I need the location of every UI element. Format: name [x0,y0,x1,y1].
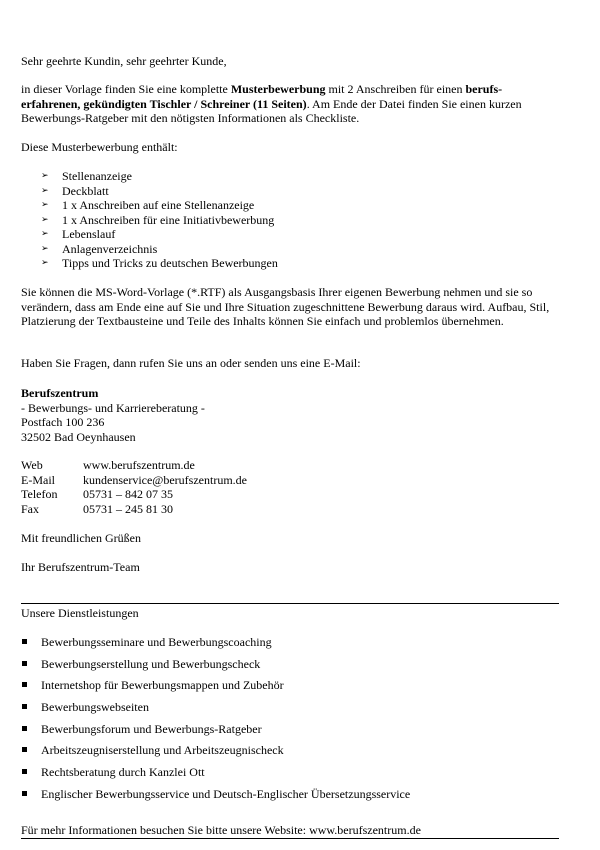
contact-row [21,473,561,488]
contents-item-label: 1 x Anschreiben auf eine Stellenanzeige [62,198,255,212]
contents-item-label: Tipps und Tricks zu deutschen Bewerbungen [62,256,278,270]
service-item-label: Bewerbungswebseiten [41,700,149,715]
contents-item-label: Deckblatt [62,183,109,198]
company-city: 32502 Bad Oeynhausen [21,429,136,444]
service-item-label: Englischer Bewerbungsservice und Deutsch-Englischer Übersetzungsservice [41,786,411,801]
square-bullet-icon [22,726,27,731]
service-item [21,678,561,700]
closing: Mit freundlichen Grüßen [21,531,141,545]
service-item [21,787,561,809]
service-item [21,700,561,722]
service-item-label: Bewerbungsseminare und Bewerbungscoaching [41,635,272,649]
contact-row [21,487,561,502]
contact-value: kundenservice@berufszentrum.de [83,472,247,487]
arrow-bullet-icon: ➢ [41,185,49,196]
intro-text-1: in dieser Vorlage finden Sie eine komplette [21,82,231,96]
contact-label: E-Mail [21,472,55,487]
intro-paragraph [21,82,551,126]
contents-item [21,213,561,228]
contact-value: 05731 – 245 81 30 [83,501,173,516]
contact-block [21,458,561,516]
arrow-bullet-icon: ➢ [41,200,49,210]
square-bullet-icon [22,747,27,752]
service-item [21,765,561,787]
contents-item [21,227,561,242]
contents-item [21,256,561,271]
intro-text-3: . Am Ende der Datei finden Sie einen kurzen Bewerbungs-Ratgeber mit den nötigsten Informationen als Checkliste. [21,96,522,125]
services-list-wrapper [21,635,561,809]
divider-bottom [21,838,559,839]
contents-heading: Diese Musterbewerbung enthält: [21,140,178,154]
service-item-label: Bewerbungsforum und Bewerbungs-Ratgeber [41,721,262,736]
contact-label: Fax [21,501,39,516]
company-name: Berufszentrum [21,386,99,400]
arrow-bullet-icon: ➢ [41,243,49,254]
arrow-bullet-icon: ➢ [41,214,49,225]
services-list [21,635,561,809]
contact-label: Telefon [21,487,58,501]
contents-item-label: Anlagenverzeichnis [62,241,158,256]
contact-row [21,458,561,473]
intro-bold-job: berufs-erfahrenen, gekündigten Tischler / Schreiner (11 Seiten) [21,82,503,111]
intro-text-2: mit 2 Anschreiben für einen [325,82,466,96]
arrow-bullet-icon: ➢ [41,171,49,181]
contents-list [21,169,561,271]
square-bullet-icon [22,704,27,709]
service-item [21,657,561,679]
contents-item [21,242,561,257]
square-bullet-icon [22,791,27,796]
contact-value: www.berufszentrum.de [83,458,195,472]
service-item-label: Rechtsberatung durch Kanzlei Ott [41,765,205,780]
contact-value: 05731 – 842 07 35 [83,487,173,501]
arrow-bullet-icon: ➢ [41,258,49,268]
square-bullet-icon [22,639,27,644]
square-bullet-icon [22,682,27,687]
square-bullet-icon [22,661,27,666]
contents-item-label: Lebenslauf [62,227,116,241]
service-item [21,722,561,744]
company-postbox: Postfach 100 236 [21,415,105,429]
contents-item-label: Stellenanzeige [62,169,132,183]
contents-item [21,198,561,213]
company-tagline: - Bewerbungs- und Karriereberatung - [21,400,205,415]
service-item [21,743,561,765]
intro-bold-musterbewerbung: Musterbewerbung [230,82,326,96]
service-item-label: Arbeitszeugniserstellung und Arbeitszeugnischeck [41,743,284,758]
service-item [21,635,561,657]
contents-item [21,169,561,184]
service-item-label: Internetshop für Bewerbungsmappen und Zubehör [41,678,284,693]
contents-item-label: 1 x Anschreiben für eine Initiativbewerbung [62,212,275,227]
signature: Ihr Berufszentrum-Team [21,560,140,574]
services-heading: Unsere Dienstleistungen [21,606,139,620]
contact-row [21,502,561,517]
square-bullet-icon [22,769,27,774]
contact-label: Web [21,458,43,472]
usage-paragraph: Sie können die MS-Word-Vorlage (*.RTF) als Ausgangsbasis Ihrer eigenen Bewerbung nehmen und sie so verändern, dass am Ende eine auf Sie und Ihre Situation zugeschnittene Bewerbung daraus wird. Aufbau, Stil, Platzierung der Textbausteine und Teile des Inhalts können Sie einfach und problemlos übernehmen. [21,285,550,328]
footer-text: Für mehr Informationen besuchen Sie bitte unsere Website: www.berufszentrum.de [21,823,421,837]
arrow-bullet-icon: ➢ [41,229,49,239]
contents-item [21,184,561,199]
divider-top [21,603,559,604]
service-item-label: Bewerbungserstellung und Bewerbungscheck [41,656,261,671]
contents-list-wrapper [21,169,561,271]
company-address [21,386,561,444]
questions-paragraph: Haben Sie Fragen, dann rufen Sie uns an oder senden uns eine E-Mail: [21,356,361,370]
salutation: Sehr geehrte Kundin, sehr geehrter Kunde, [21,54,227,68]
